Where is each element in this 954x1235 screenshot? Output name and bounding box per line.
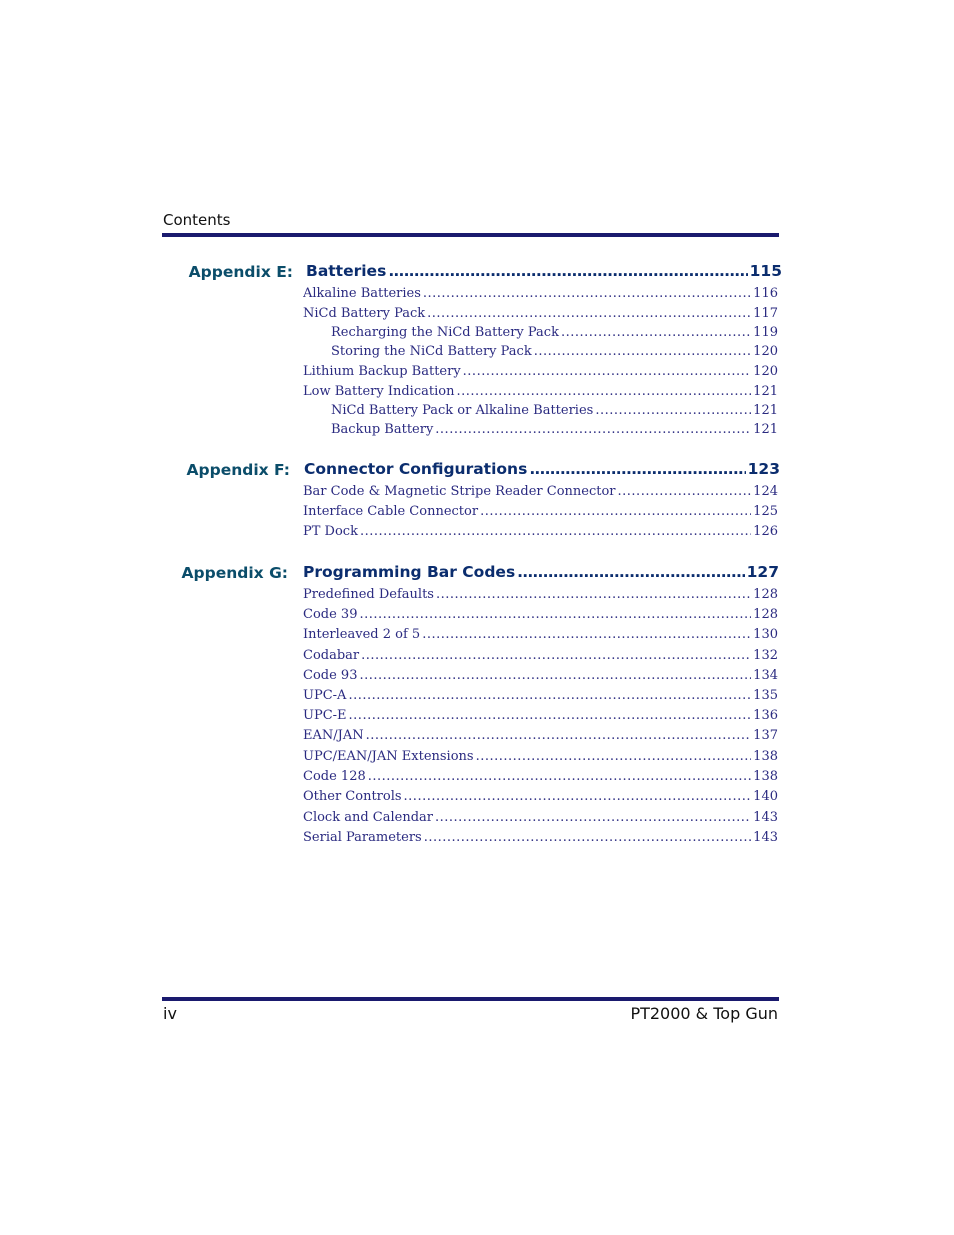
toc-entry[interactable] [303, 286, 778, 306]
toc-entry-title: Predefined Defaults [303, 587, 434, 602]
leader-dots [534, 344, 751, 359]
toc-entry-title: Code 93 [303, 668, 358, 683]
leader-dots [348, 688, 751, 703]
toc-entry-page: 135 [753, 688, 778, 703]
leader-dots [360, 524, 751, 539]
toc-entry-page: 128 [753, 587, 778, 602]
leader-dots [476, 749, 752, 764]
toc-entry[interactable] [303, 484, 778, 504]
toc-entry-page: 124 [753, 484, 778, 499]
toc-entry[interactable] [331, 344, 778, 364]
toc-entry[interactable] [303, 627, 778, 647]
toc-entry[interactable] [303, 648, 778, 668]
leader-dots [561, 325, 751, 340]
leader-dots [427, 306, 751, 321]
leader-dots [436, 587, 751, 602]
leader-dots [435, 810, 751, 825]
toc-entry-title: Alkaline Batteries [303, 286, 421, 301]
toc-entry-title: UPC/EAN/JAN Extensions [303, 749, 474, 764]
toc-entry-title: Low Battery Indication [303, 384, 455, 399]
leader-dots [359, 668, 751, 683]
toc-entry-title: Lithium Backup Battery [303, 364, 461, 379]
leader-dots [366, 728, 752, 743]
toc-entry-title: Codabar [303, 648, 360, 663]
leader-dots [349, 708, 752, 723]
toc-entry-title: Backup Battery [331, 422, 434, 437]
toc-entry-page: 115 [749, 262, 782, 280]
toc-entry-page: 120 [753, 364, 778, 379]
toc-entry-page: 121 [753, 384, 778, 399]
toc-entry[interactable] [331, 325, 778, 345]
leader-dots [480, 504, 751, 519]
leader-dots [423, 286, 751, 301]
toc-entry-appendix-g[interactable] [303, 563, 779, 585]
toc-entry-title: Code 128 [303, 769, 366, 784]
toc-entry-title: UPC-E [303, 708, 347, 723]
toc-entry[interactable] [331, 403, 778, 423]
toc-entry-page: 126 [753, 524, 778, 539]
page-number: iv [163, 1004, 177, 1023]
toc-entry-title: EAN/JAN [303, 728, 364, 743]
toc-entry-title: Storing the NiCd Battery Pack [331, 344, 532, 359]
footer-rule [162, 997, 779, 1001]
toc-entry-page: 121 [753, 422, 778, 437]
toc-entry-title: Serial Parameters [303, 830, 422, 845]
toc-entry[interactable] [303, 728, 778, 748]
toc-entry-page: 140 [753, 789, 778, 804]
toc-entry-page: 121 [753, 403, 778, 418]
toc-entry[interactable] [303, 364, 778, 384]
toc-entry[interactable] [303, 524, 778, 544]
toc-entry[interactable] [303, 607, 778, 627]
toc-entry-page: 138 [753, 749, 778, 764]
toc-entry[interactable] [303, 830, 778, 850]
toc-entry-page: 143 [753, 810, 778, 825]
toc-entry-title: Bar Code & Magnetic Stripe Reader Connector [303, 484, 616, 499]
toc-entry-title: NiCd Battery Pack or Alkaline Batteries [331, 403, 594, 418]
toc-entry[interactable] [303, 306, 778, 326]
leader-dots [529, 460, 745, 478]
toc-entry-title: Interleaved 2 of 5 [303, 627, 421, 642]
leader-dots [424, 830, 751, 845]
toc-entry-title: Clock and Calendar [303, 810, 434, 825]
toc-entry-title: Batteries [306, 262, 387, 280]
toc-entry-title: Programming Bar Codes [303, 563, 516, 581]
toc-entry[interactable] [303, 708, 778, 728]
toc-entry-page: 119 [753, 325, 778, 340]
toc-entry-page: 132 [753, 648, 778, 663]
leader-dots [463, 364, 752, 379]
running-head: Contents [163, 211, 231, 229]
leader-dots [618, 484, 752, 499]
leader-dots [404, 789, 752, 804]
toc-entry-page: 116 [753, 286, 778, 301]
toc-entry-page: 117 [753, 306, 778, 321]
toc-entry-page: 143 [753, 830, 778, 845]
toc-entry[interactable] [303, 789, 778, 809]
toc-entry-appendix-e[interactable] [306, 262, 782, 284]
appendix-f-label: Appendix F: [186, 461, 290, 479]
toc-entry[interactable] [303, 749, 778, 769]
toc-entry[interactable] [303, 504, 778, 524]
toc-entry-page: 130 [753, 627, 778, 642]
toc-entry[interactable] [303, 769, 778, 789]
toc-entry[interactable] [303, 587, 778, 607]
toc-entry-appendix-f[interactable] [304, 460, 780, 482]
header-rule [162, 233, 779, 237]
toc-entry-title: UPC-A [303, 688, 347, 703]
toc-entry-page: 120 [753, 344, 778, 359]
toc-entry-title: Recharging the NiCd Battery Pack [331, 325, 559, 340]
toc-entry-page: 127 [746, 563, 779, 581]
leader-dots [388, 262, 747, 280]
toc-entry-page: 138 [753, 769, 778, 784]
toc-entry-page: 123 [747, 460, 780, 478]
toc-entry[interactable] [303, 668, 778, 688]
appendix-g-label: Appendix G: [181, 564, 288, 582]
toc-entry[interactable] [331, 422, 778, 442]
toc-entry-title: PT Dock [303, 524, 358, 539]
leader-dots [361, 648, 751, 663]
toc-entry-title: Interface Cable Connector [303, 504, 479, 519]
toc-entry-page: 125 [753, 504, 778, 519]
leader-dots [435, 422, 751, 437]
toc-entry[interactable] [303, 688, 778, 708]
leader-dots [595, 403, 751, 418]
toc-entry-page: 137 [753, 728, 778, 743]
toc-entry-page: 128 [753, 607, 778, 622]
leader-dots [456, 384, 751, 399]
toc-entry-title: Connector Configurations [304, 460, 528, 478]
toc-entry-title: Code 39 [303, 607, 358, 622]
leader-dots [422, 627, 751, 642]
toc-entry-title: Other Controls [303, 789, 402, 804]
appendix-e-label: Appendix E: [188, 263, 293, 281]
product-name: PT2000 & Top Gun [630, 1004, 778, 1023]
toc-entry-title: NiCd Battery Pack [303, 306, 426, 321]
toc-entry-page: 136 [753, 708, 778, 723]
leader-dots [517, 563, 744, 581]
toc-entry-page: 134 [753, 668, 778, 683]
leader-dots [359, 607, 751, 622]
toc-entry[interactable] [303, 810, 778, 830]
toc-entry[interactable] [303, 384, 778, 404]
leader-dots [368, 769, 751, 784]
